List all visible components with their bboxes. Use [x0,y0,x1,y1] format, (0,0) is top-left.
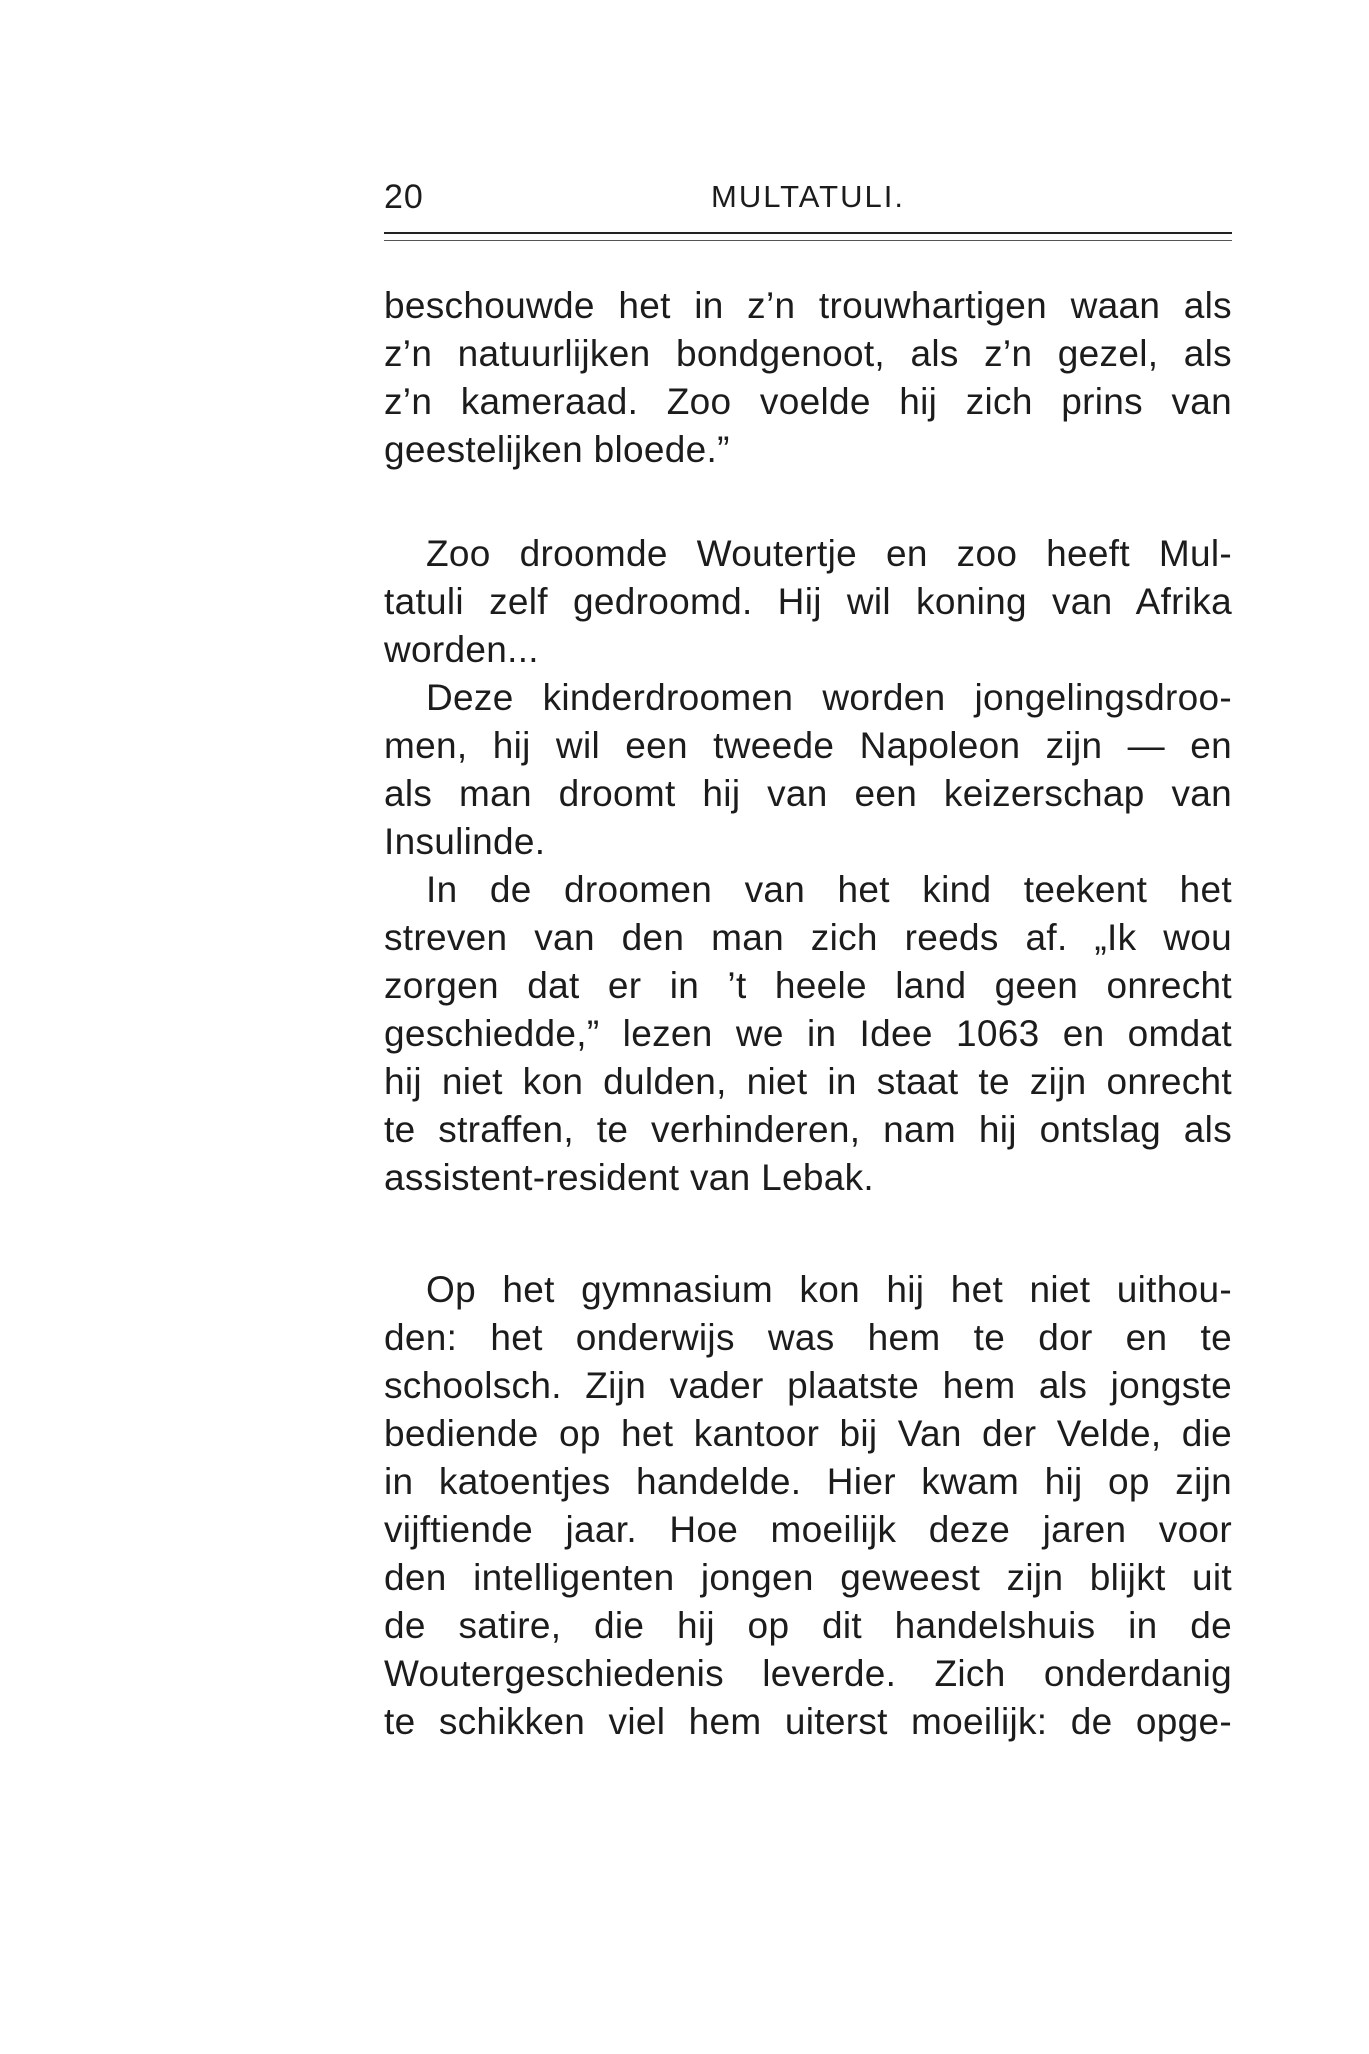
header-rule-thin [384,240,1232,241]
text-line: den: het onderwijs was hem te dor en te [384,1317,1232,1358]
text-line: z’n kameraad. Zoo voelde hij zich prins van [384,381,1232,422]
text-line: bediende op het kantoor bij Van der Velde, die [384,1413,1232,1454]
text-line: geestelijken bloede.” [384,429,730,470]
body-text [384,282,1232,1746]
text-line: te straffen, te verhinderen, nam hij ontslag als [384,1109,1232,1150]
text-line: den intelligenten jongen geweest zijn blijkt uit [384,1557,1232,1598]
text-line: Deze kinderdroomen worden jongelingsdroo- [426,677,1232,718]
text-line: geschiedde,” lezen we in Idee 1063 en omdat [384,1013,1232,1054]
text-line: te schikken viel hem uiterst moeilijk: de opge- [384,1701,1232,1742]
text-line: assistent-resident van Lebak. [384,1157,874,1198]
text-line: tatuli zelf gedroomd. Hij wil koning van Afrika [384,581,1232,622]
text-line: beschouwde het in z’n trouwhartigen waan als [384,285,1232,326]
text-line: de satire, die hij op dit handelshuis in de [384,1605,1232,1646]
paragraph-gap [384,474,1232,530]
text-line: zorgen dat er in ’t heele land geen onrecht [384,965,1232,1006]
text-line: In de droomen van het kind teekent het [426,869,1232,910]
text-line: schoolsch. Zijn vader plaatste hem als jongste [384,1365,1232,1406]
text-line: Op het gymnasium kon hij het niet uithou- [426,1269,1232,1310]
running-head: MULTATULI. [711,179,905,214]
text-line: z’n natuurlijken bondgenoot, als z’n gezel, als [384,333,1232,374]
text-line: Zoo droomde Woutertje en zoo heeft Mul- [426,533,1232,574]
text-line: vijftiende jaar. Hoe moeilijk deze jaren voor [384,1509,1232,1550]
text-line: worden... [384,629,539,670]
header-rule [384,232,1232,234]
text-line: Insulinde. [384,821,546,862]
text-line: streven van den man zich reeds af. „Ik wou [384,917,1232,958]
paragraph-gap [384,1202,1232,1266]
page-header [384,172,1232,222]
text-line: in katoentjes handelde. Hier kwam hij op zijn [384,1461,1232,1502]
page-number: 20 [384,178,424,216]
text-line: als man droomt hij van een keizerschap van [384,773,1232,814]
text-line: men, hij wil een tweede Napoleon zijn — en [384,725,1232,766]
text-line: hij niet kon dulden, niet in staat te zijn onrecht [384,1061,1232,1102]
text-line: Woutergeschiedenis leverde. Zich onderdanig [384,1653,1232,1694]
